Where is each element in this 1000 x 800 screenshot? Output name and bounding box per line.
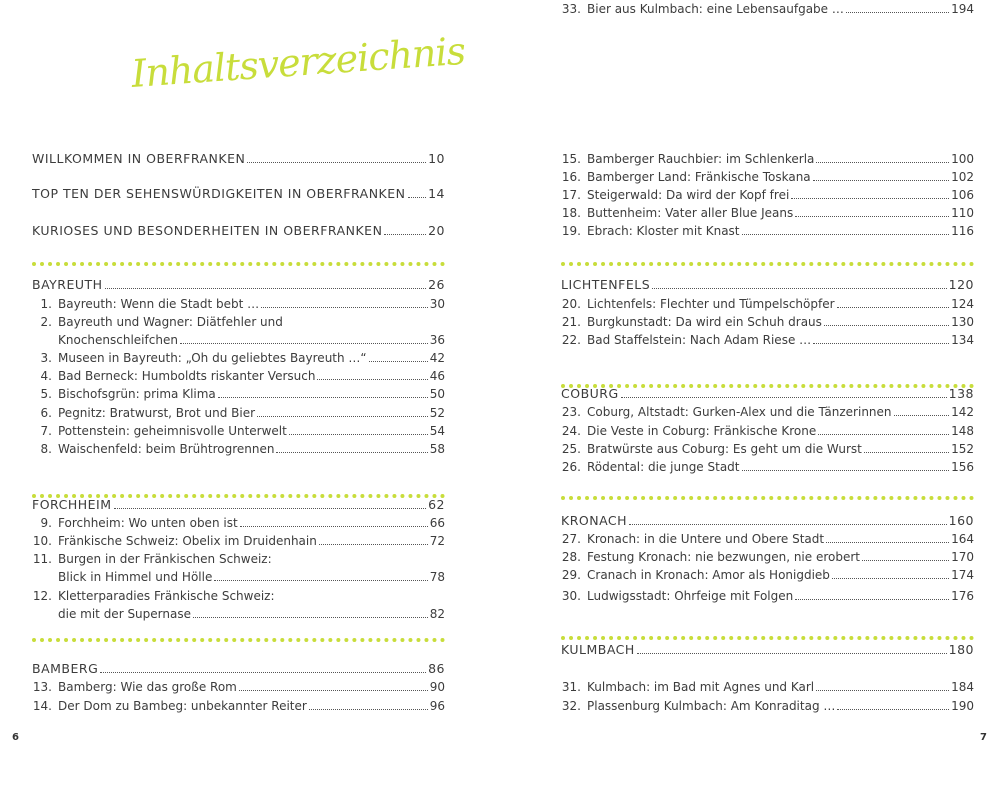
entry-number: 11.: [32, 552, 52, 566]
dot-leader: [257, 416, 428, 417]
entry-page-number: 36: [429, 333, 445, 347]
entry-number: 31.: [561, 680, 581, 694]
toc-entry: [561, 530, 974, 548]
entry-page-number: 124: [951, 297, 974, 311]
entry-page-number: 58: [429, 442, 445, 456]
section-separator: [561, 636, 974, 640]
toc-entry: [32, 550, 445, 568]
entry-page-number: 82: [429, 607, 445, 621]
section-separator: [561, 496, 974, 500]
entry-number: 15.: [561, 152, 581, 166]
section-separator: [32, 638, 445, 642]
entry-title: Pottenstein: geheimnisvolle Unterwelt: [58, 424, 287, 438]
entry-page-number: 110: [951, 206, 974, 220]
dot-leader: [816, 690, 949, 691]
entry-page-number: 142: [951, 405, 974, 419]
entry-page-number: 170: [951, 550, 974, 564]
entry-title: Ebrach: Kloster mit Knast: [587, 224, 740, 238]
entry-title: Burgen in der Fränkischen Schweiz:: [58, 552, 272, 566]
dot-leader: [240, 526, 428, 527]
toc-entry: [561, 678, 974, 696]
dot-leader: [100, 672, 426, 673]
entry-page-number: 96: [429, 699, 445, 713]
toc-section-heading: [561, 276, 974, 294]
toc-title: Inhaltsverzeichnis: [129, 28, 467, 96]
entry-page-number: 148: [951, 424, 974, 438]
dot-leader: [826, 542, 949, 543]
entry-number: 1.: [40, 297, 52, 311]
dot-leader: [289, 434, 428, 435]
entry-page-number: 156: [951, 460, 974, 474]
dot-leader: [742, 470, 950, 471]
entry-title: Bayreuth und Wagner: Diätfehler und: [58, 315, 283, 329]
entry-title: Pegnitz: Bratwurst, Brot und Bier: [58, 406, 256, 420]
toc-entry: [32, 605, 445, 623]
section-title: KRONACH: [561, 513, 628, 528]
entry-title: Bier aus Kulmbach: eine Lebensaufgabe …: [587, 2, 844, 16]
toc-entry: [32, 568, 445, 586]
toc-entry: [561, 186, 974, 204]
page-number-left: 6: [12, 732, 19, 743]
dot-leader: [114, 508, 427, 509]
entry-title: Museen in Bayreuth: „Oh du geliebtes Bayreuth …“: [58, 351, 367, 365]
entry-number: 21.: [561, 315, 581, 329]
entry-number: 19.: [561, 224, 581, 238]
section-title: FORCHHEIM: [32, 497, 112, 512]
entry-number: 29.: [561, 568, 581, 582]
dot-leader: [818, 434, 949, 435]
entry-title: Der Dom zu Bambeg: unbekannter Reiter: [58, 699, 307, 713]
dot-leader: [832, 578, 949, 579]
toc-entry: [561, 295, 974, 313]
entry-page-number: 194: [951, 2, 974, 16]
entry-title: Rödental: die junge Stadt: [587, 460, 740, 474]
entry-page-number: 190: [951, 699, 974, 713]
toc-entry: [561, 566, 974, 584]
entry-page-number: 176: [951, 589, 974, 603]
entry-number: 23.: [561, 405, 581, 419]
entry-title: Blick in Himmel und Hölle: [58, 570, 213, 584]
dot-leader: [824, 325, 949, 326]
toc-entry: [561, 168, 974, 186]
entry-title: Plassenburg Kulmbach: Am Konraditag …: [587, 699, 836, 713]
entry-title: Bratwürste aus Coburg: Es geht um die Wurst: [587, 442, 862, 456]
section-title: BAYREUTH: [32, 277, 103, 292]
entry-number: 28.: [561, 550, 581, 564]
entry-number: 10.: [32, 534, 52, 548]
section-title: BAMBERG: [32, 661, 99, 676]
dot-leader: [637, 653, 947, 654]
dot-leader: [369, 361, 428, 362]
dot-leader: [319, 544, 428, 545]
entry-number: 33.: [561, 2, 581, 16]
dot-leader: [218, 397, 428, 398]
toc-entry: [32, 349, 445, 367]
page-number-right: 7: [980, 732, 987, 743]
entry-page-number: 138: [948, 386, 974, 401]
dot-leader: [837, 307, 950, 308]
entry-title: Festung Kronach: nie bezwungen, nie erobert: [587, 550, 860, 564]
entry-title: Ludwigsstadt: Ohrfeige mit Folgen: [587, 589, 794, 603]
dot-leader: [384, 234, 426, 235]
toc-entry: [561, 697, 974, 715]
dot-leader: [846, 12, 949, 13]
toc-entry: [561, 440, 974, 458]
dot-leader: [408, 197, 427, 198]
entry-title: Buttenheim: Vater aller Blue Jeans: [587, 206, 794, 220]
entry-number: 4.: [40, 369, 52, 383]
dot-leader: [864, 452, 949, 453]
entry-page-number: 62: [428, 497, 445, 512]
section-title: TOP TEN DER SEHENSWÜRDIGKEITEN IN OBERFRANKEN: [32, 186, 406, 201]
toc-entry: [32, 404, 445, 422]
entry-number: 6.: [40, 406, 52, 420]
entry-page-number: 42: [429, 351, 445, 365]
dot-leader: [813, 343, 949, 344]
dot-leader: [309, 709, 428, 710]
toc-entry: [561, 0, 974, 18]
toc-section-heading: [32, 660, 445, 678]
entry-title: Kronach: in die Untere und Obere Stadt: [587, 532, 825, 546]
entry-title: Fränkische Schweiz: Obelix im Druidenhain: [58, 534, 317, 548]
entry-number: 20.: [561, 297, 581, 311]
entry-page-number: 50: [429, 387, 445, 401]
entry-title: Die Veste in Coburg: Fränkische Krone: [587, 424, 817, 438]
entry-page-number: 54: [429, 424, 445, 438]
entry-number: 25.: [561, 442, 581, 456]
toc-section-heading: [561, 512, 974, 530]
toc-entry: [32, 367, 445, 385]
dot-leader: [214, 580, 427, 581]
entry-title: Bayreuth: Wenn die Stadt bebt …: [58, 297, 260, 311]
toc-entry: [561, 331, 974, 349]
entry-title: Kletterparadies Fränkische Schweiz:: [58, 589, 275, 603]
section-title: KULMBACH: [561, 642, 635, 657]
toc-entry: [32, 385, 445, 403]
entry-title: Cranach in Kronach: Amor als Honigdieb: [587, 568, 830, 582]
dot-leader: [742, 234, 950, 235]
entry-number: 17.: [561, 188, 581, 202]
entry-title: Lichtenfels: Flechter und Tümpelschöpfer: [587, 297, 835, 311]
entry-title: Bamberg: Wie das große Rom: [58, 680, 237, 694]
dot-leader: [795, 216, 949, 217]
entry-title: Burgkunstadt: Da wird ein Schuh draus: [587, 315, 822, 329]
toc-entry: [561, 313, 974, 331]
entry-number: 30.: [561, 589, 581, 603]
entry-number: 8.: [40, 442, 52, 456]
dot-leader: [862, 560, 949, 561]
section-title: LICHTENFELS: [561, 277, 651, 292]
entry-page-number: 52: [429, 406, 445, 420]
toc-entry: [561, 422, 974, 440]
entry-number: 9.: [40, 516, 52, 530]
section-title: KURIOSES UND BESONDERHEITEN IN OBERFRANKEN: [32, 223, 383, 238]
entry-page-number: 120: [948, 277, 974, 292]
entry-page-number: 160: [948, 513, 974, 528]
dot-leader: [317, 379, 427, 380]
entry-title: Bad Berneck: Humboldts riskanter Versuch: [58, 369, 316, 383]
entry-page-number: 46: [429, 369, 445, 383]
entry-number: 3.: [40, 351, 52, 365]
toc-entry: [561, 458, 974, 476]
entry-page-number: 86: [428, 661, 445, 676]
entry-title: Bad Staffelstein: Nach Adam Riese …: [587, 333, 812, 347]
toc-entry: [32, 514, 445, 532]
entry-title: Knochenschleifchen: [58, 333, 178, 347]
entry-page-number: 164: [951, 532, 974, 546]
toc-section-heading: [561, 641, 974, 659]
entry-page-number: 130: [951, 315, 974, 329]
entry-title: Bischofsgrün: prima Klima: [58, 387, 216, 401]
entry-title: Steigerwald: Da wird der Kopf frei: [587, 188, 790, 202]
entry-number: 5.: [40, 387, 52, 401]
dot-leader: [795, 599, 949, 600]
toc-section-heading: [32, 222, 445, 240]
toc-section-heading: [32, 185, 445, 203]
entry-page-number: 106: [951, 188, 974, 202]
entry-page-number: 152: [951, 442, 974, 456]
dot-leader: [816, 162, 949, 163]
entry-title: die mit der Supernase: [58, 607, 191, 621]
section-title: WILLKOMMEN IN OBERFRANKEN: [32, 151, 246, 166]
dot-leader: [621, 397, 947, 398]
toc-section-heading: [32, 496, 445, 514]
toc-entry: [561, 150, 974, 168]
toc-entry: [32, 331, 445, 349]
entry-number: 26.: [561, 460, 581, 474]
entry-number: 13.: [32, 680, 52, 694]
entry-title: Forchheim: Wo unten oben ist: [58, 516, 238, 530]
entry-number: 24.: [561, 424, 581, 438]
dot-leader: [247, 162, 426, 163]
toc-entry: [561, 587, 974, 605]
entry-page-number: 134: [951, 333, 974, 347]
entry-page-number: 184: [951, 680, 974, 694]
entry-number: 22.: [561, 333, 581, 347]
toc-entry: [561, 548, 974, 566]
toc-entry: [32, 313, 445, 331]
entry-number: 2.: [40, 315, 52, 329]
entry-number: 16.: [561, 170, 581, 184]
entry-title: Coburg, Altstadt: Gurken-Alex und die Tänzerinnen: [587, 405, 892, 419]
toc-entry: [561, 204, 974, 222]
dot-leader: [791, 198, 949, 199]
dot-leader: [276, 452, 427, 453]
dot-leader: [261, 307, 428, 308]
dot-leader: [180, 343, 428, 344]
entry-title: Bamberger Rauchbier: im Schlenkerla: [587, 152, 815, 166]
toc-entry: [32, 295, 445, 313]
dot-leader: [193, 617, 428, 618]
entry-page-number: 10: [428, 151, 445, 166]
toc-entry: [32, 422, 445, 440]
entry-page-number: 180: [948, 642, 974, 657]
dot-leader: [894, 415, 950, 416]
dot-leader: [629, 524, 947, 525]
entry-number: 14.: [32, 699, 52, 713]
entry-title: Kulmbach: im Bad mit Agnes und Karl: [587, 680, 815, 694]
entry-page-number: 72: [429, 534, 445, 548]
dot-leader: [239, 690, 428, 691]
section-separator: [32, 262, 445, 266]
entry-number: 27.: [561, 532, 581, 546]
entry-number: 12.: [32, 589, 52, 603]
toc-entry: [32, 440, 445, 458]
entry-page-number: 90: [429, 680, 445, 694]
entry-page-number: 20: [428, 223, 445, 238]
entry-number: 18.: [561, 206, 581, 220]
entry-page-number: 174: [951, 568, 974, 582]
entry-page-number: 30: [429, 297, 445, 311]
toc-entry: [32, 678, 445, 696]
section-title: COBURG: [561, 386, 619, 401]
entry-page-number: 26: [428, 277, 445, 292]
entry-page-number: 78: [429, 570, 445, 584]
entry-page-number: 102: [951, 170, 974, 184]
entry-page-number: 116: [951, 224, 974, 238]
toc-entry: [32, 587, 445, 605]
dot-leader: [837, 709, 949, 710]
toc-section-heading: [32, 276, 445, 294]
toc-entry: [32, 697, 445, 715]
dot-leader: [105, 288, 427, 289]
toc-entry: [561, 403, 974, 421]
toc-entry: [32, 532, 445, 550]
dot-leader: [813, 180, 949, 181]
toc-entry: [561, 222, 974, 240]
entry-page-number: 14: [428, 186, 445, 201]
entry-number: 7.: [40, 424, 52, 438]
dot-leader: [652, 288, 946, 289]
toc-section-heading: [32, 150, 445, 168]
section-separator: [561, 262, 974, 266]
entry-title: Waischenfeld: beim Brühtrogrennen: [58, 442, 275, 456]
entry-page-number: 100: [951, 152, 974, 166]
toc-section-heading: [561, 385, 974, 403]
entry-number: 32.: [561, 699, 581, 713]
entry-title: Bamberger Land: Fränkische Toskana: [587, 170, 811, 184]
entry-page-number: 66: [429, 516, 445, 530]
